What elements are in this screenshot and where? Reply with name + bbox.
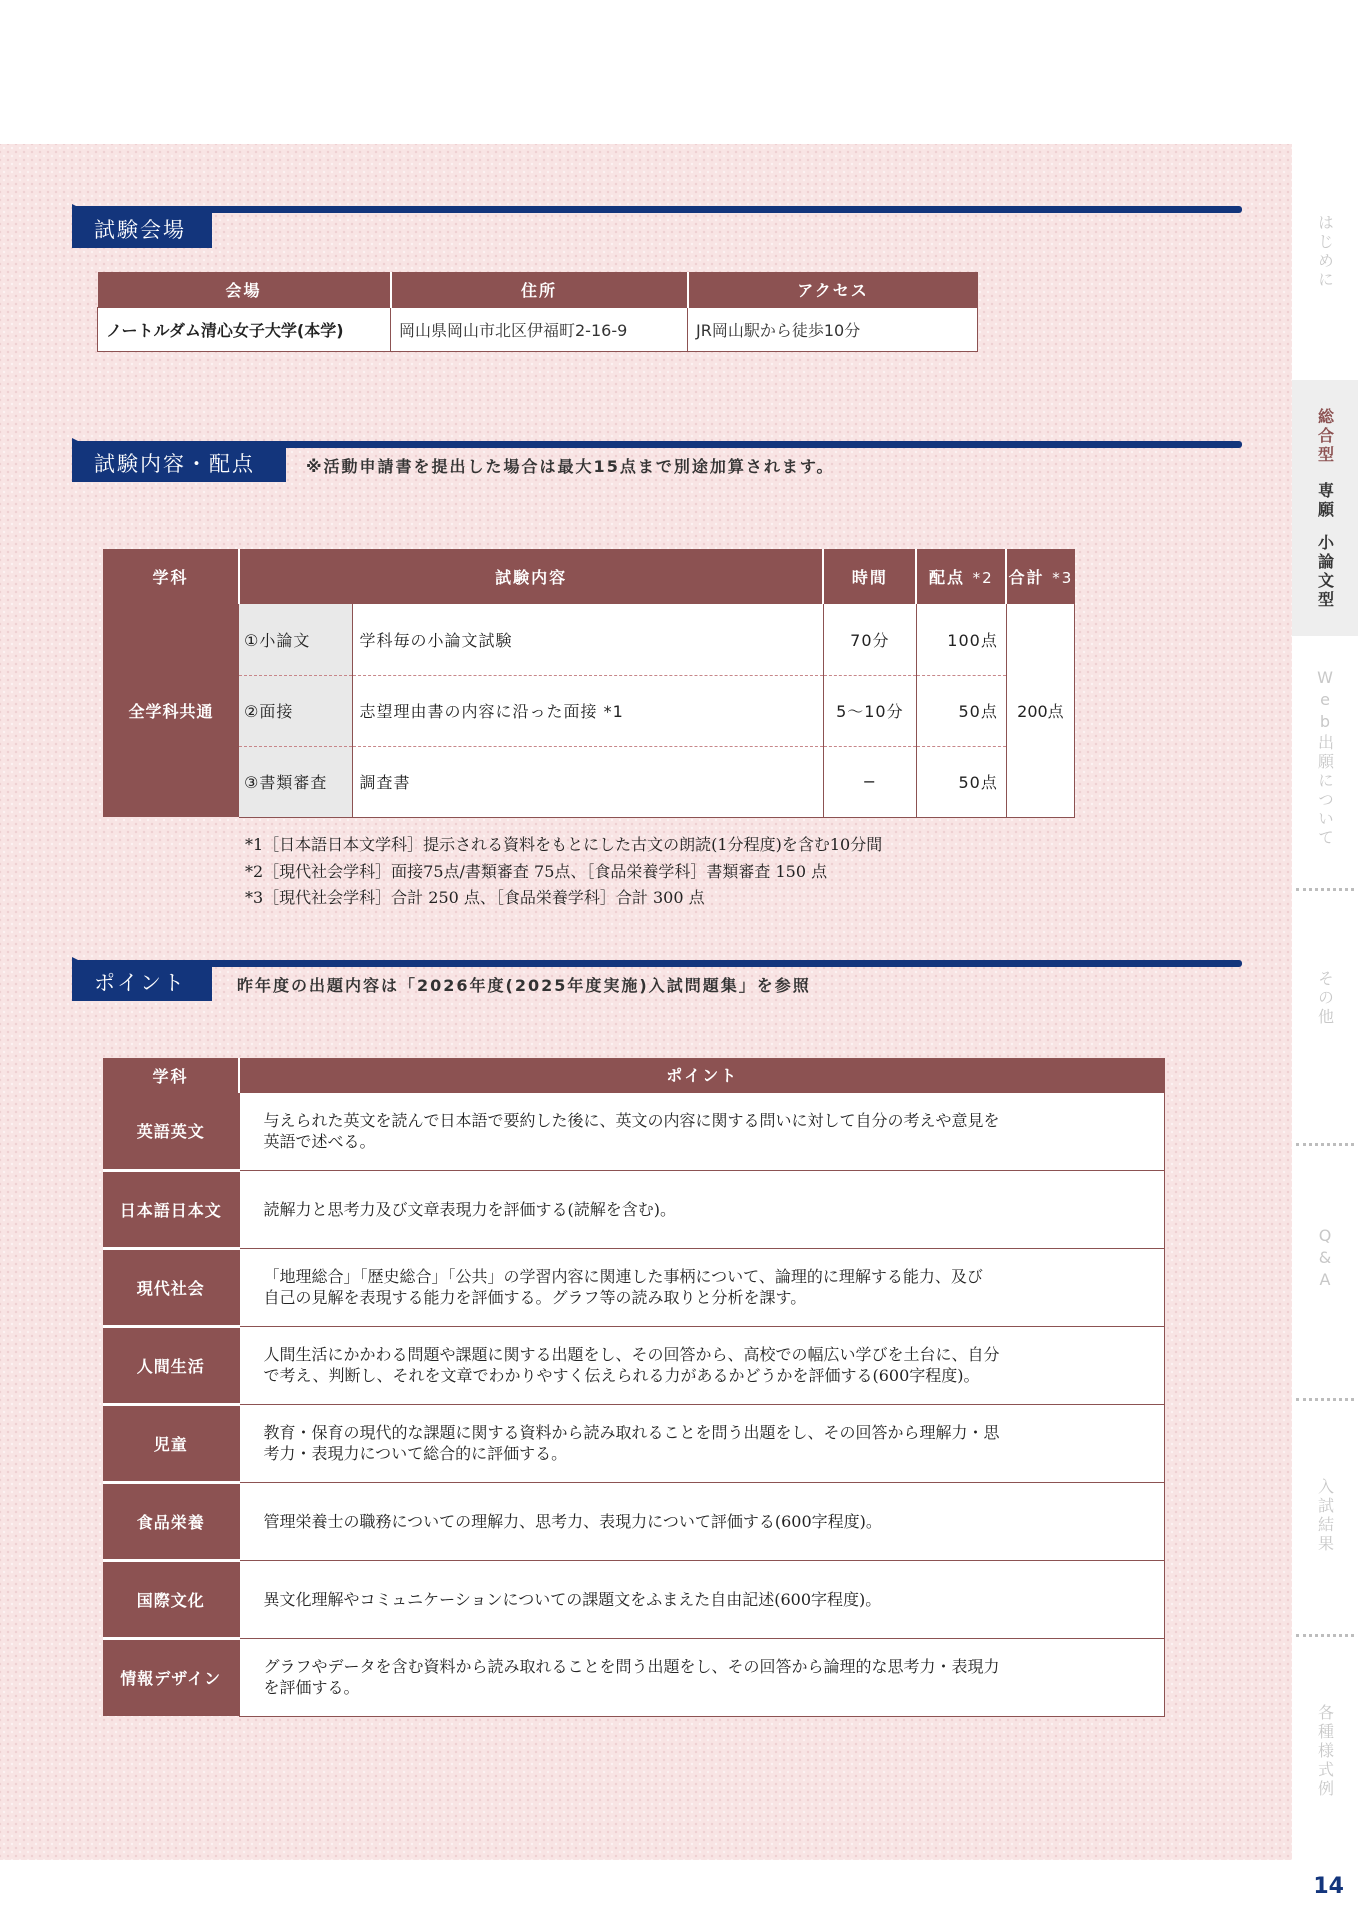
point-table <box>103 1058 1165 1717</box>
exam-time: 70分 <box>823 604 916 675</box>
point-dept: 食品栄養 <box>103 1482 239 1560</box>
side-nav-shoronbun[interactable]: 小論文型 <box>1315 534 1335 610</box>
point-desc: 管理栄養士の職務についての理解力、思考力、表現力について評価する(600字程度)。 <box>239 1482 1165 1560</box>
venue-table <box>97 272 978 352</box>
point-row <box>103 1092 1165 1170</box>
point-row <box>103 1170 1165 1248</box>
exam-header-total: 合計 *3 <box>1006 549 1074 604</box>
exam-header-content: 試験内容 <box>239 549 823 604</box>
point-dept: 現代社会 <box>103 1248 239 1326</box>
exam-header-row <box>103 549 1075 604</box>
point-row <box>103 1638 1165 1716</box>
venue-address: 岡山県岡山市北区伊福町2-16-9 <box>391 307 688 351</box>
exam-content: 志望理由書の内容に沿った面接 *1 <box>352 675 823 746</box>
side-nav-sogo[interactable]: 総合型 <box>1315 408 1335 465</box>
exam-row <box>103 604 1075 675</box>
side-nav-results[interactable]: 入試結果 <box>1315 1478 1335 1554</box>
side-nav-sengan[interactable]: 専願 <box>1315 482 1335 520</box>
exam-content: 調査書 <box>352 746 823 817</box>
point-dept: 情報デザイン <box>103 1638 239 1716</box>
side-nav-divider <box>1296 1634 1354 1637</box>
exam-score: 50点 <box>916 675 1006 746</box>
exam-footnotes <box>245 832 882 912</box>
point-dept: 英語英文 <box>103 1092 239 1170</box>
exam-time: 5〜10分 <box>823 675 916 746</box>
exam-content: 学科毎の小論文試験 <box>352 604 823 675</box>
point-note: 昨年度の出題内容は「2026年度(2025年度実施)入試問題集」を参照 <box>237 976 811 995</box>
exam-total: 200点 <box>1006 604 1074 817</box>
section-title-point: ポイント <box>72 963 212 1001</box>
point-desc: グラフやデータを含む資料から読み取れることを問う出題をし、その回答から論理的な思考力・表現力 を評価する。 <box>239 1638 1165 1716</box>
point-row <box>103 1248 1165 1326</box>
exam-header-dept: 学科 <box>103 549 239 604</box>
point-row <box>103 1482 1165 1560</box>
section-title-exam: 試験内容・配点 <box>72 444 286 482</box>
exam-item: ①小論文 <box>239 604 352 675</box>
venue-access: JR岡山駅から徒歩10分 <box>688 307 978 351</box>
point-dept: 日本語日本文 <box>103 1170 239 1248</box>
page-number: 14 <box>1313 1874 1344 1899</box>
exam-table <box>103 549 1075 818</box>
point-desc: 「地理総合」「歴史総合」「公共」の学習内容に関連した事柄について、論理的に理解する能力、及び 自己の見解を表現する能力を評価する。グラフ等の読み取りと分析を課す。 <box>239 1248 1165 1326</box>
exam-header-score: 配点 *2 <box>916 549 1006 604</box>
section-rule <box>72 960 1242 967</box>
venue-name: ノートルダム清心女子大学(本学) <box>98 307 391 351</box>
exam-header-time: 時間 <box>823 549 916 604</box>
exam-score: 50点 <box>916 746 1006 817</box>
point-dept: 国際文化 <box>103 1560 239 1638</box>
venue-col-header: 住所 <box>391 272 688 307</box>
point-desc: 読解力と思考力及び文章表現力を評価する(読解を含む)。 <box>239 1170 1165 1248</box>
section-title-venue: 試験会場 <box>72 210 212 248</box>
venue-col-header: アクセス <box>688 272 978 307</box>
point-desc: 与えられた英文を読んで日本語で要約した後に、英文の内容に関する問いに対して自分の考えや意見を 英語で述べる。 <box>239 1092 1165 1170</box>
exam-item: ③書類審査 <box>239 746 352 817</box>
exam-note: ※活動申請書を提出した場合は最大15点まで別途加算されます。 <box>306 457 835 476</box>
side-nav-divider <box>1296 1143 1354 1146</box>
exam-row <box>103 675 1075 746</box>
exam-time: − <box>823 746 916 817</box>
side-nav-other[interactable]: その他 <box>1315 970 1335 1027</box>
point-row <box>103 1326 1165 1404</box>
venue-row <box>98 307 978 351</box>
footnote: *2［現代社会学科］面接75点/書類審査 75点、［食品栄養学科］書類審査 150 点 <box>245 861 828 881</box>
exam-item: ②面接 <box>239 675 352 746</box>
side-nav-intro[interactable]: はじめに <box>1315 214 1335 290</box>
point-dept: 児童 <box>103 1404 239 1482</box>
point-dept: 人間生活 <box>103 1326 239 1404</box>
point-header-dept: 学科 <box>103 1058 239 1092</box>
exam-dept: 全学科共通 <box>103 604 239 817</box>
footnote: *1［日本語日本文学科］提示される資料をもとにした古文の朗読(1分程度)を含む10分間 <box>245 835 883 854</box>
footnote: *3［現代社会学科］合計 250 点、［食品栄養学科］合計 300 点 <box>245 888 705 907</box>
point-row <box>103 1560 1165 1638</box>
side-nav <box>1292 144 1358 1860</box>
side-nav-divider <box>1296 888 1354 891</box>
side-nav-divider <box>1296 1398 1354 1401</box>
point-header-point: ポイント <box>239 1058 1165 1092</box>
side-nav-web[interactable]: Web出願について <box>1315 668 1335 848</box>
point-desc: 異文化理解やコミュニケーションについての課題文をふまえた自由記述(600字程度)。 <box>239 1560 1165 1638</box>
side-nav-forms[interactable]: 各種様式例 <box>1315 1704 1335 1799</box>
exam-score: 100点 <box>916 604 1006 675</box>
exam-row <box>103 746 1075 817</box>
point-desc: 教育・保育の現代的な課題に関する資料から読み取れることを問う出題をし、その回答から理解力・思 考力・表現力について総合的に評価する。 <box>239 1404 1165 1482</box>
side-nav-qa[interactable]: Q&A <box>1315 1226 1335 1292</box>
venue-col-header: 会場 <box>98 272 391 307</box>
point-desc: 人間生活にかかわる問題や課題に関する出題をし、その回答から、高校での幅広い学びを土台に、自分 で考え、判断し、それを文章でわかりやすく伝えられる力があるかどうかを評価する(600字程度)。 <box>239 1326 1165 1404</box>
section-rule <box>72 206 1242 213</box>
point-header-row <box>103 1058 1165 1092</box>
venue-header-row <box>98 272 978 307</box>
point-row <box>103 1404 1165 1482</box>
